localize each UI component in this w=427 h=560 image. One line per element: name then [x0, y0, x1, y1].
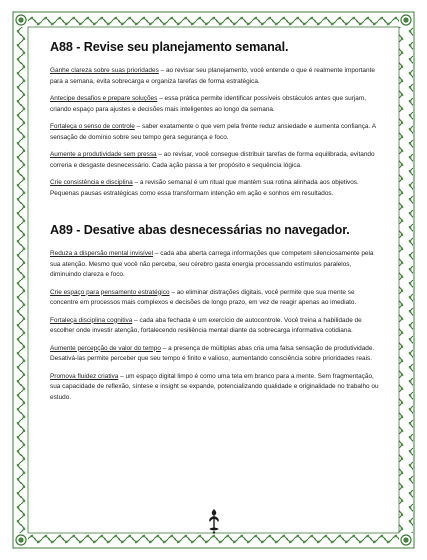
section-a88-list — [50, 66, 382, 199]
paragraph-lead: Ganhe clareza sobre suas prioridades — [50, 67, 159, 74]
section-a89-list — [50, 249, 382, 403]
paragraph-a89-2 — [50, 288, 382, 309]
paragraph-text: – cada aba fechada é um exercício de autocontrole. Você treina a habilidade de escolher onde investir atenção, fortalecendo resiliência mental diante da sobrecarga informativa cotidiana. — [50, 316, 362, 334]
paragraph-text: – a presença de múltiplas abas cria uma falsa sensação de produtividade. Desativá-las permite perceber que seu tempo é finito e valioso, aumentando consciência sobre prioridades reais. — [50, 344, 375, 362]
paragraph-text: – ao eliminar distrações digitais, você permite que sua mente se concentre em processos mais complexos e decisões de longo prazo, em vez de reagir apenas ao imediato. — [50, 288, 357, 306]
paragraph-a88-2 — [50, 94, 382, 115]
paragraph-text: – ao revisar seu planejamento, você entende o que é realmente importante para a semana, evita sobrecarga e organiza tarefas de forma estratégica. — [50, 67, 375, 85]
paragraph-text: – saber exatamente o que vem pela frente reduz ansiedade e aumenta confiança. A sensação de domínio sobre seu tempo gera segurança e foco. — [50, 123, 376, 141]
content-area — [50, 40, 382, 410]
paragraph-a89-5 — [50, 372, 382, 404]
paragraph-text: – essa prática permite identificar possíveis obstáculos antes que surjam, criando espaço para ajustes e decisões mais inteligentes ao longo da semana. — [50, 95, 366, 113]
paragraph-lead: Reduza a dispersão mental invisível — [50, 250, 154, 257]
paragraph-a88-5 — [50, 178, 382, 199]
paragraph-text: – um espaço digital limpo é como uma tela em branco para a mente. Sem fragmentação, sua capacidade de reflexão, síntese e insight se expande, potencializando qualidade e originalidade no trabalho ou estudo. — [50, 372, 379, 401]
corner-ornament-top-right — [401, 15, 411, 25]
paragraph-a88-3 — [50, 122, 382, 143]
paragraph-lead: Crie espaço para pensamento estratégico — [50, 288, 170, 296]
paragraph-text: – ao revisar, você consegue distribuir tarefas de forma equilibrada, evitando correria e desgaste desnecessário. Cada ação passa a ter propósito e sequência lógica. — [50, 151, 375, 169]
paragraph-lead: Aumente percepção de valor do tempo — [50, 344, 161, 352]
corner-ornament-bottom-right — [401, 535, 411, 545]
fleuron-ornament-icon — [206, 508, 222, 534]
section-title-a89: A89 - Desative abas desnecessárias no navegador. — [50, 223, 350, 237]
paragraph-lead: Promova fluidez criativa — [50, 372, 119, 380]
paragraph-lead: Crie consistência e disciplina — [50, 179, 133, 186]
paragraph-a89-4 — [50, 344, 382, 365]
paragraph-text: – a revisão semanal é um ritual que mantém sua rotina alinhada aos objetivos. Pequenas pausas estratégicas como essa transformam intenção em ação e sonhos em resultados. — [50, 179, 359, 197]
paragraph-lead: Antecipe desafios e prepare soluções — [50, 95, 158, 102]
paragraph-a89-1 — [50, 249, 382, 281]
corner-ornament-bottom-left — [16, 535, 26, 545]
paragraph-lead: Fortaleça o senso de controle — [50, 123, 135, 130]
corner-ornament-top-left — [16, 15, 26, 25]
paragraph-a89-3 — [50, 316, 382, 337]
paragraph-a88-1 — [50, 66, 382, 87]
section-title-a88: A88 - Revise seu planejamento semanal. — [50, 40, 289, 54]
paragraph-lead: Fortaleça disciplina cognitiva — [50, 316, 133, 324]
paragraph-text: – cada aba aberta carrega informações que competem silenciosamente pela sua atenção. Mesmo que você não perceba, seu cérebro gasta energia processando estímulos paralelos, diminuindo clareza e foco. — [50, 250, 374, 278]
paragraph-a88-4 — [50, 150, 382, 171]
paragraph-lead: Aumente a produtividade sem pressa — [50, 151, 157, 158]
